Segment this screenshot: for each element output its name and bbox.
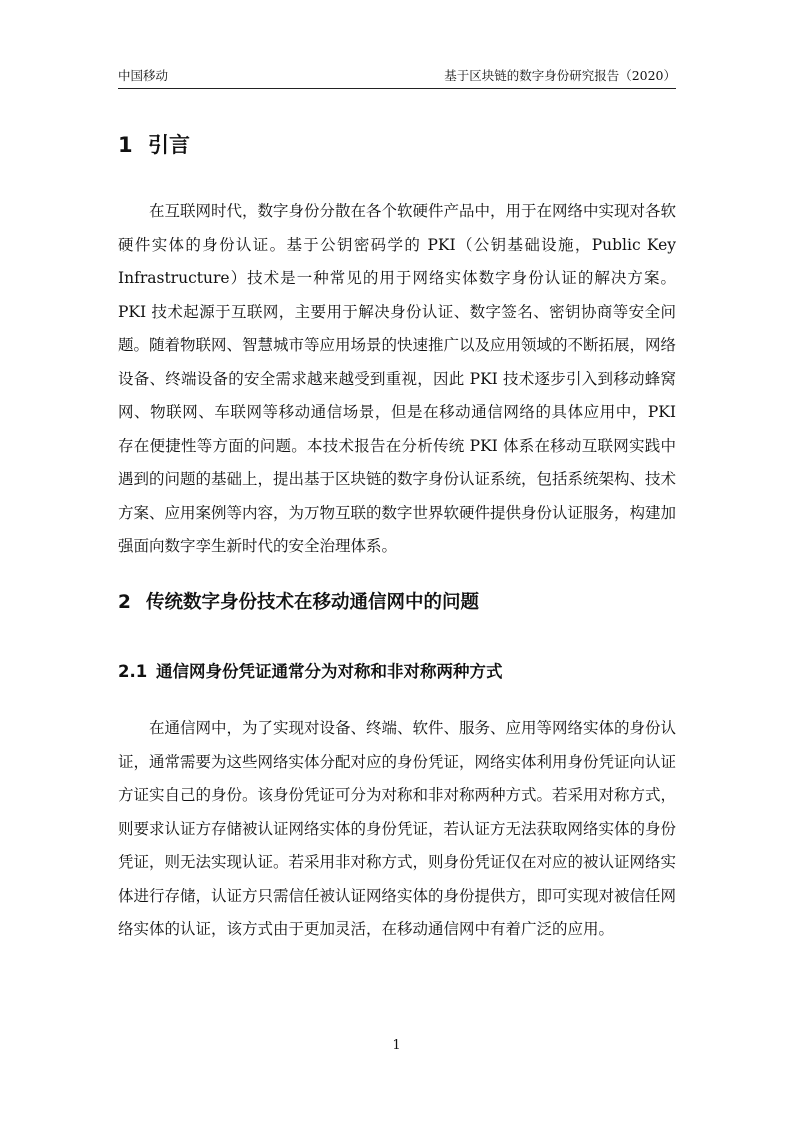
- section-2-1-number: 2.1: [118, 662, 148, 681]
- section-2-heading: [118, 591, 479, 615]
- section-1-number: 1: [118, 133, 133, 157]
- section-2-title: 传统数字身份技术在移动通信网中的问题: [146, 592, 480, 613]
- header-report-title: 基于区块链的数字身份研究报告（2020）: [444, 68, 676, 83]
- section-1-title: 引言: [148, 133, 190, 157]
- section-2-number: 2: [118, 592, 131, 613]
- section-1-paragraph: 在互联网时代，数字身份分散在各个软硬件产品中，用于在网络中实现对各软硬件实体的身份认证。基于公钥密码学的 PKI（公钥基础设施，Public Key Infrastructure）技术是一种常见的用于网络实体数字身份认证的解决方案。PKI 技术起源于互联网，主要用于解决身份认证、数字签名、密钥协商等安全问题。随着物联网、智慧城市等应用场景的快速推广以及应用领域的不断拓展，网络设备、终端设备的安全需求越来越受到重视，因此 PKI 技术逐步引入到移动蜂窝网、物联网、车联网等移动通信场景，但是在移动通信网络的具体应用中，PKI 存在便捷性等方面的问题。本技术报告在分析传统 PKI 体系在移动互联网实践中遇到的问题的基础上，提出基于区块链的数字身份认证系统，包括系统架构、技术方案、应用案例等内容，为万物互联的数字世界软硬件提供身份认证服务，构建加强面向数字孪生新时代的安全治理体系。: [118, 202, 677, 555]
- section-2-1-title: 通信网身份凭证通常分为对称和非对称两种方式: [156, 662, 503, 681]
- page-number: 1: [392, 1038, 401, 1053]
- header-organization: 中国移动: [118, 68, 169, 83]
- section-1-heading: [118, 132, 190, 158]
- page-header: [118, 66, 676, 89]
- section-2-1-heading: [118, 661, 503, 683]
- section-2-1-paragraph: 在通信网中，为了实现对设备、终端、软件、服务、应用等网络实体的身份认证，通常需要为这些网络实体分配对应的身份凭证，网络实体利用身份凭证向认证方证实自己的身份。该身份凭证可分为对称和非对称两种方式。若采用对称方式，则要求认证方存储被认证网络实体的身份凭证，若认证方无法获取网络实体的身份凭证，则无法实现认证。若采用非对称方式，则身份凭证仅在对应的被认证网络实体进行存储，认证方只需信任被认证网络实体的身份提供方，即可实现对被信任网络实体的认证，该方式由于更加灵活，在移动通信网中有着广泛的应用。: [118, 719, 677, 938]
